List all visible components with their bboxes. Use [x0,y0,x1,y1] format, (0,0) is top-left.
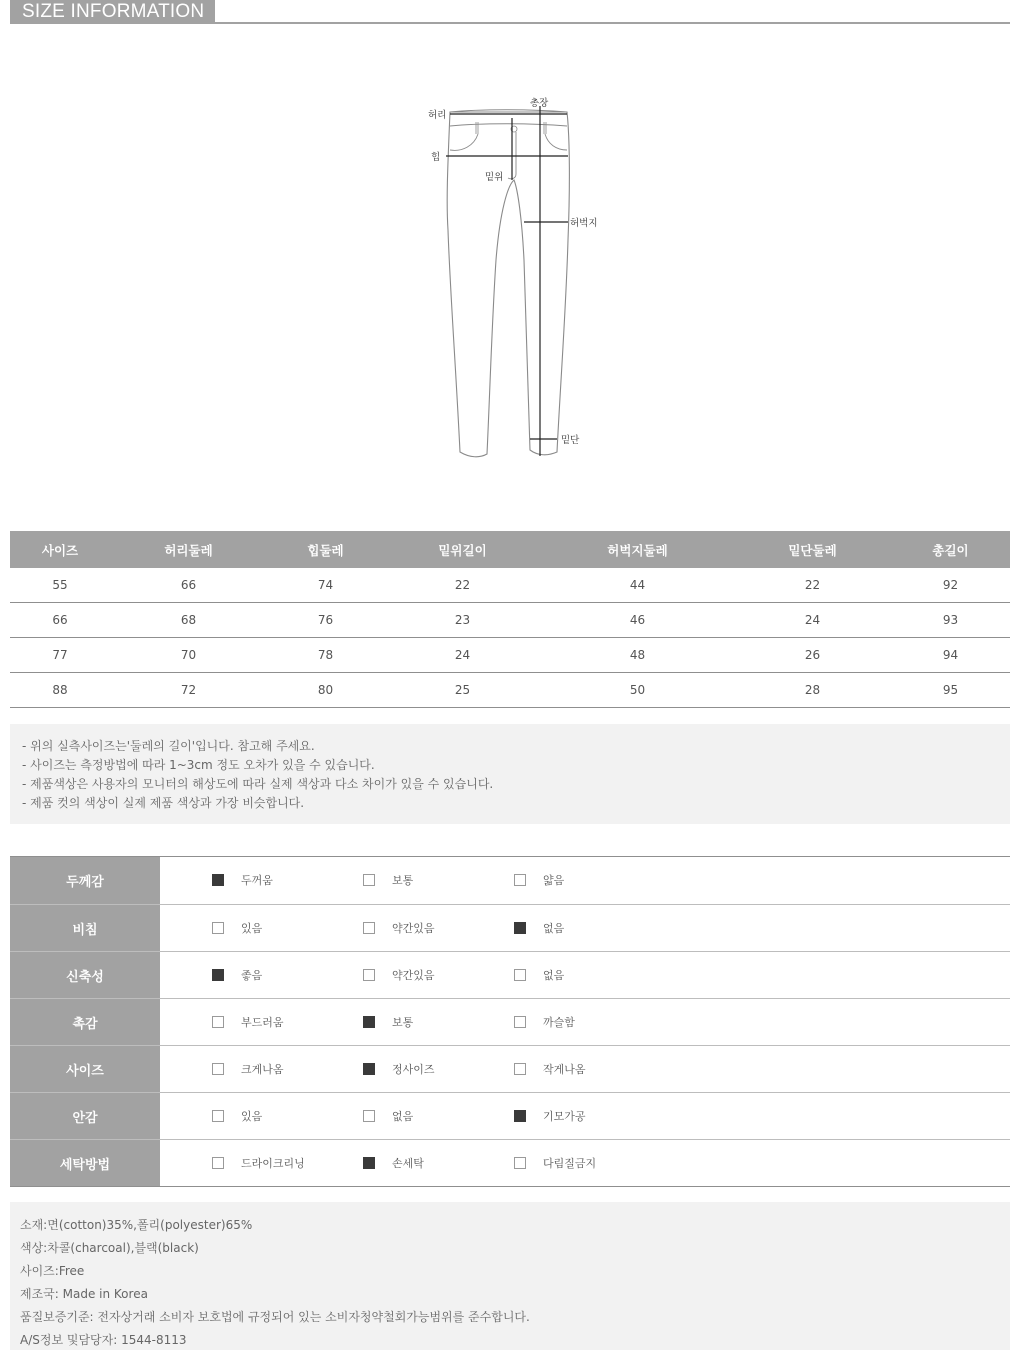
feature-option [160,999,311,1045]
feature-row [10,952,1010,999]
option-label: 크게나옴 [241,1063,284,1076]
checkbox-unchecked [212,1063,224,1075]
feature-option [311,857,462,903]
option-label: 없음 [543,922,565,935]
option-label: 보통 [392,874,414,887]
col-hem: 밑단둘레 [734,531,891,568]
info-material: 소재:면(cotton)35%,폴리(polyester)65% [20,1218,253,1232]
note-line: - 위의 실측사이즈는'둘레의 길이'입니다. 참고해 주세요. [22,739,315,753]
note-line: - 제품색상은 사용자의 모니터의 해상도에 따라 실제 색상과 다소 차이가 있을 수 있습니다. [22,777,494,791]
info-origin: 제조국: Made in Korea [20,1287,148,1301]
feature-option [160,1093,311,1139]
table-cell: 22 [384,568,541,603]
col-size: 사이즈 [10,531,110,568]
feature-option [311,1140,462,1186]
option-label: 있음 [241,1110,263,1123]
checkbox-checked [212,969,224,981]
feature-option [462,905,613,951]
option-label: 좋음 [241,969,263,982]
col-rise: 밑위길이 [384,531,541,568]
feature-option [311,1046,462,1092]
checkbox-unchecked [363,1110,375,1122]
feature-option [160,952,311,998]
section-header [10,0,1010,24]
feature-label: 세탁방법 [10,1140,160,1186]
checkbox-checked [514,1110,526,1122]
checkbox-unchecked [212,1016,224,1028]
table-cell: 50 [541,673,734,708]
checkbox-checked [363,1157,375,1169]
option-label: 있음 [241,922,263,935]
option-label: 보통 [392,1016,414,1029]
table-row [10,673,1010,708]
feature-option [462,1093,613,1139]
total-length-label: 총장 [530,98,549,109]
table-cell: 48 [541,638,734,673]
feature-option [311,952,462,998]
option-label: 약간있음 [392,969,435,982]
feature-option [311,905,462,951]
thigh-label: 허벅지 [570,218,598,229]
option-label: 정사이즈 [392,1063,435,1076]
note-line: - 사이즈는 측정방법에 따라 1~3cm 정도 오차가 있을 수 있습니다. [22,758,375,772]
checkbox-checked [212,874,224,886]
feature-label: 신축성 [10,952,160,998]
feature-label: 두께감 [10,857,160,904]
product-info [10,1202,1010,1350]
table-cell: 25 [384,673,541,708]
table-cell: 66 [10,603,110,638]
table-cell: 26 [734,638,891,673]
feature-option [462,857,613,903]
table-cell: 78 [267,638,384,673]
option-label: 까슬함 [543,1016,575,1029]
table-cell: 94 [891,638,1010,673]
option-label: 없음 [543,969,565,982]
feature-option [160,905,311,951]
info-color: 색상:차콜(charcoal),블랙(black) [20,1241,199,1255]
checkbox-unchecked [363,969,375,981]
table-row [10,568,1010,603]
table-cell: 95 [891,673,1010,708]
table-cell: 93 [891,603,1010,638]
feature-row [10,1140,1010,1187]
feature-label: 사이즈 [10,1046,160,1092]
col-hip: 힙둘레 [267,531,384,568]
header-divider [10,22,1010,24]
checkbox-checked [363,1016,375,1028]
feature-row [10,1093,1010,1140]
table-cell: 46 [541,603,734,638]
option-label: 부드러움 [241,1016,284,1029]
size-notes [10,724,1010,824]
feature-option [462,1140,613,1186]
col-thigh: 허벅지둘레 [541,531,734,568]
table-cell: 77 [10,638,110,673]
section-title: SIZE INFORMATION [22,1,205,22]
option-label: 얇음 [543,874,565,887]
table-cell: 72 [110,673,267,708]
size-table-header [10,531,1010,568]
feature-label: 비침 [10,905,160,951]
info-as-contact: A/S정보 및담당자: 1544-8113 [20,1333,187,1347]
table-cell: 28 [734,673,891,708]
col-waist: 허리둘레 [110,531,267,568]
table-cell: 70 [110,638,267,673]
feature-option [160,1140,311,1186]
table-cell: 24 [734,603,891,638]
checkbox-unchecked [212,1110,224,1122]
info-warranty: 품질보증기준: 전자상거래 소비자 보호법에 규정되어 있는 소비자청약철회가능범위를 준수합니다. [20,1310,530,1324]
note-line: - 제품 컷의 색상이 실제 제품 색상과 가장 비슷합니다. [22,796,305,810]
pants-illustration [420,90,620,470]
table-cell: 74 [267,568,384,603]
option-label: 기모가공 [543,1110,586,1123]
option-label: 다림질금지 [543,1157,597,1170]
feature-label: 촉감 [10,999,160,1045]
feature-option [462,999,613,1045]
checkbox-unchecked [363,874,375,886]
feature-row [10,857,1010,905]
option-label: 약간있음 [392,922,435,935]
checkbox-unchecked [514,969,526,981]
feature-row [10,1046,1010,1093]
table-cell: 92 [891,568,1010,603]
checkbox-checked [363,1063,375,1075]
pants-outline [447,112,569,457]
checkbox-unchecked [212,922,224,934]
feature-option [160,857,311,903]
checkbox-unchecked [514,1157,526,1169]
feature-row [10,999,1010,1046]
table-cell: 66 [110,568,267,603]
option-label: 두꺼움 [241,874,273,887]
hip-label: 힙 [431,152,441,163]
feature-row [10,905,1010,952]
table-cell: 22 [734,568,891,603]
table-row [10,638,1010,673]
option-label: 작게나옴 [543,1063,586,1076]
info-size: 사이즈:Free [20,1264,85,1278]
table-cell: 88 [10,673,110,708]
product-feature-table [10,856,1010,1187]
hem-label: 밑단 [561,435,580,446]
col-total: 총길이 [891,531,1010,568]
table-cell: 44 [541,568,734,603]
table-cell: 23 [384,603,541,638]
rise-label: 밑위 [485,172,504,183]
feature-option [462,1046,613,1092]
checkbox-unchecked [363,922,375,934]
feature-option [160,1046,311,1092]
feature-option [311,999,462,1045]
option-label: 드라이크리닝 [241,1157,305,1170]
table-cell: 68 [110,603,267,638]
option-label: 없음 [392,1110,414,1123]
table-cell: 80 [267,673,384,708]
waist-label: 허리 [428,110,447,121]
pants-diagram [420,90,620,470]
checkbox-unchecked [514,1063,526,1075]
checkbox-checked [514,922,526,934]
option-label: 손세탁 [392,1157,424,1170]
table-row [10,603,1010,638]
table-cell: 76 [267,603,384,638]
feature-label: 안감 [10,1093,160,1139]
size-table [10,531,1010,708]
table-cell: 24 [384,638,541,673]
checkbox-unchecked [212,1157,224,1169]
checkbox-unchecked [514,1016,526,1028]
feature-option [462,952,613,998]
checkbox-unchecked [514,874,526,886]
feature-option [311,1093,462,1139]
table-cell: 55 [10,568,110,603]
